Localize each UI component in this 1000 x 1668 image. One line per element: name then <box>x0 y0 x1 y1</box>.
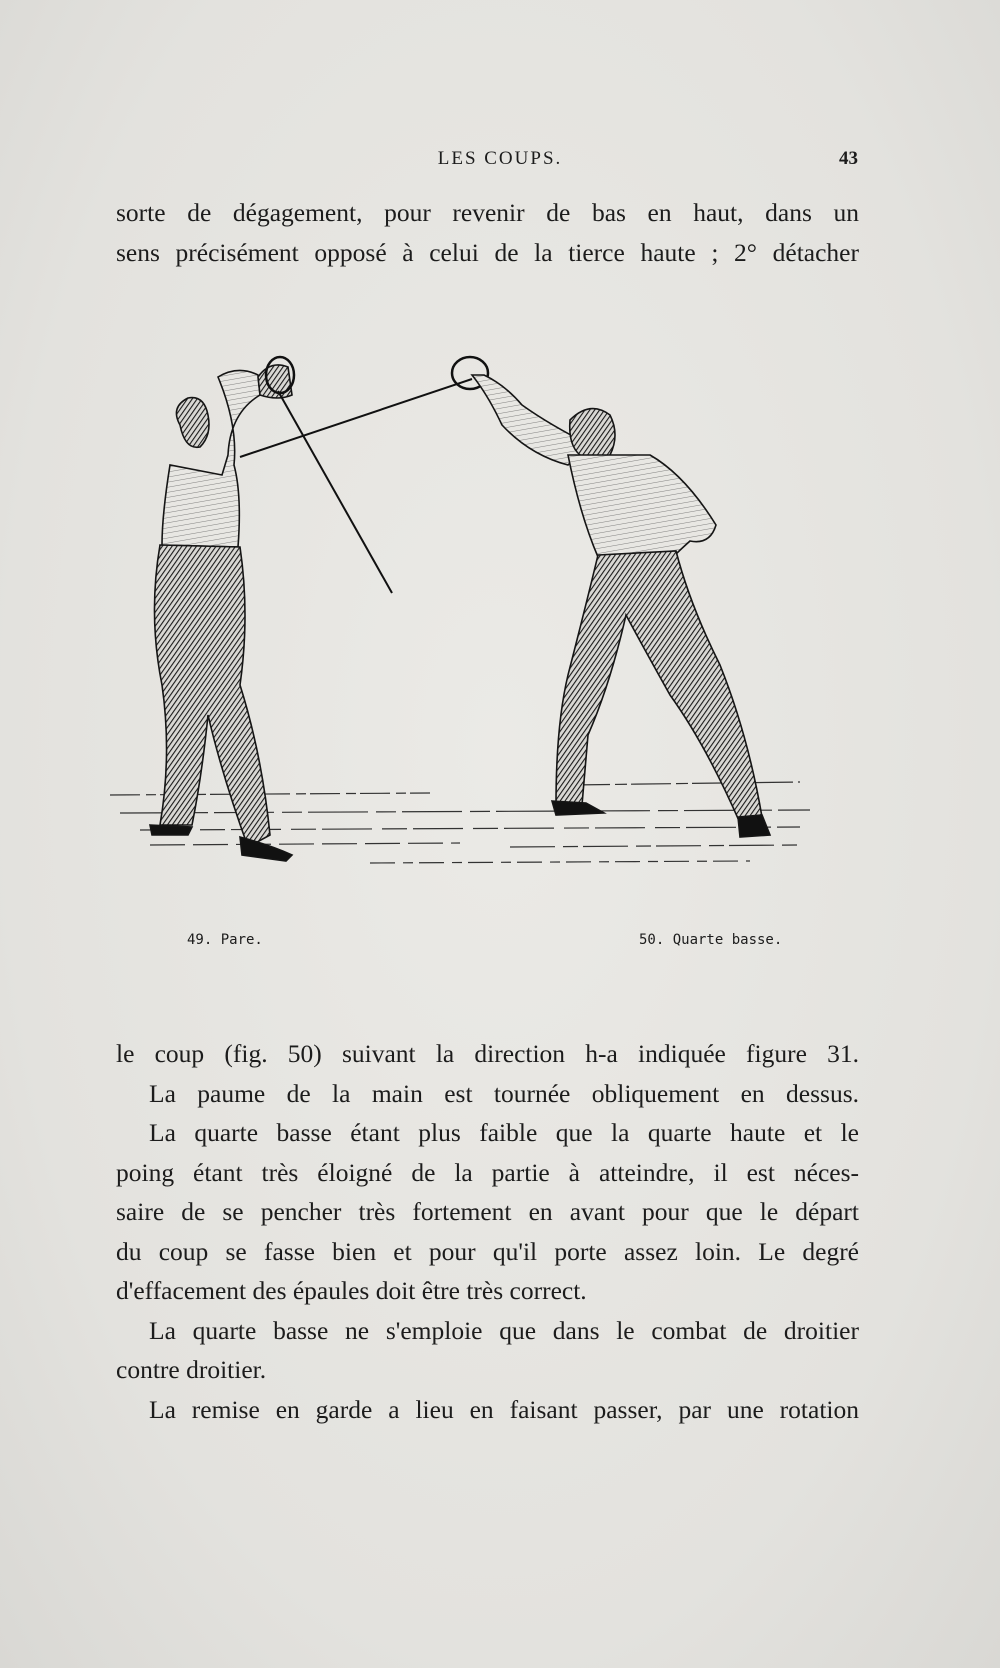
text-line: La quarte basse étant plus faible que la quarte haute et le <box>149 1118 859 1147</box>
text-line: saire de se pencher très fortement en avant pour que le départ <box>116 1197 859 1226</box>
text-line: le coup (fig. 50) suivant la direction h-a indiquée figure 31. <box>116 1039 859 1068</box>
text-line: sorte de dégagement, pour revenir de bas en haut, dans un <box>116 198 859 227</box>
floor-lines <box>110 782 810 863</box>
top-paragraph <box>116 193 859 272</box>
text-line: du coup se fasse bien et pour qu'il porte assez loin. Le degré <box>116 1236 859 1266</box>
text-line: sens précisément opposé à celui de la tierce haute ; 2° détacher <box>116 237 859 267</box>
text-line: La paume de la main est tournée obliquement en dessus. <box>149 1078 859 1108</box>
text-line: d'effacement des épaules doit être très correct. <box>116 1276 587 1305</box>
text-line: poing étant très éloigné de la partie à atteindre, il est néces- <box>116 1157 859 1187</box>
text-line: contre droitier. <box>116 1355 267 1384</box>
page-number: 43 <box>839 148 858 169</box>
text-line: La quarte basse ne s'emploie que dans le combat de droitier <box>149 1315 859 1345</box>
text-line: La remise en garde a lieu en faisant passer, par une rotation <box>149 1394 859 1424</box>
fencer-right <box>240 357 770 837</box>
fencer-left <box>150 357 392 861</box>
running-title: LES COUPS. <box>437 148 563 169</box>
figure-caption-50: 50. Quarte basse. <box>639 932 783 948</box>
figure-caption-49: 49. Pare. <box>187 932 263 948</box>
bottom-paragraphs <box>116 1034 859 1429</box>
fencing-illustration <box>110 355 860 925</box>
